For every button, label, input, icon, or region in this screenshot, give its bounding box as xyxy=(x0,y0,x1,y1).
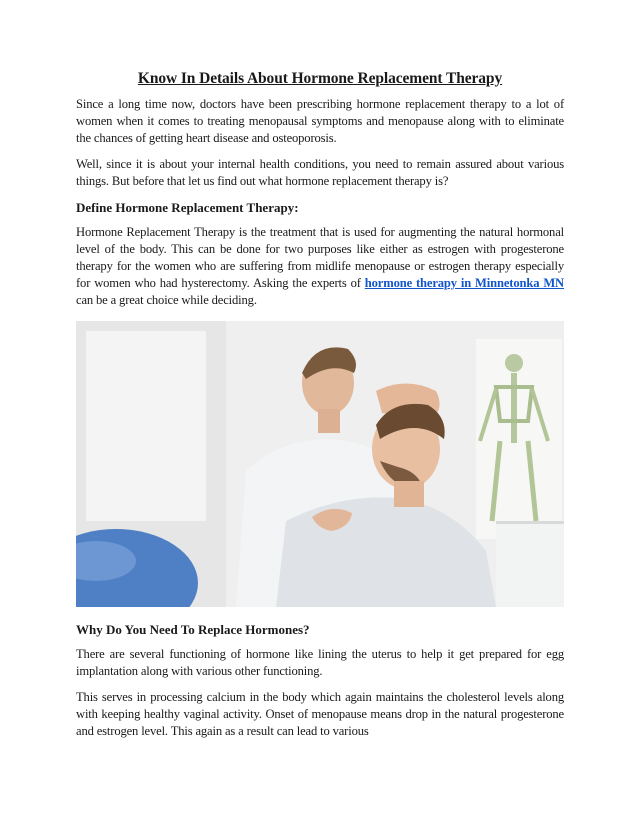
intro-paragraph-2: Well, since it is about your internal health conditions, you need to remain assured about various things. But before that let us find out what hormone replacement therapy is? xyxy=(76,157,564,188)
section-define-paragraph xyxy=(76,224,564,309)
section-heading-why: Why Do You Need To Replace Hormones? xyxy=(76,622,310,637)
define-text-before-link: Hormone Replacement Therapy is the treatment that is used for augmenting the natural hormonal level of the body. This can be done for two purposes like either as estrogen with progesterone therapy for the women who are suffering from midlife menopause or estrogen therapy especially for women who had hysterectomy. Asking the experts of xyxy=(76,225,564,290)
document-title: Know In Details About Hormone Replacement Therapy xyxy=(137,70,503,87)
section-heading-define: Define Hormone Replacement Therapy: xyxy=(76,200,299,215)
therapy-photo xyxy=(76,321,564,607)
skeleton-poster xyxy=(476,339,562,539)
section-why-paragraph-2: This serves in processing calcium in the body which again maintains the cholesterol levels along with keeping healthy vaginal activity. Onset of menopause means drop in the natural progesterone and estrogen level. This again as a result can lead to various xyxy=(76,690,564,738)
define-text-after-link: can be a great choice while deciding. xyxy=(76,293,257,307)
therapy-photo-illustration xyxy=(76,321,564,607)
intro-paragraph-1: Since a long time now, doctors have been prescribing hormone replacement therapy to a lot of women when it comes to treating menopausal symptoms and menopause along with to eliminate the chances of getting heart disease and osteoporosis. xyxy=(76,97,564,145)
hormone-therapy-link[interactable]: hormone therapy in Minnetonka MN xyxy=(364,276,564,290)
document-content xyxy=(76,70,564,749)
section-why-paragraph-1: There are several functioning of hormone like lining the uterus to help it get prepared for egg implantation along with various other functioning. xyxy=(76,647,564,678)
